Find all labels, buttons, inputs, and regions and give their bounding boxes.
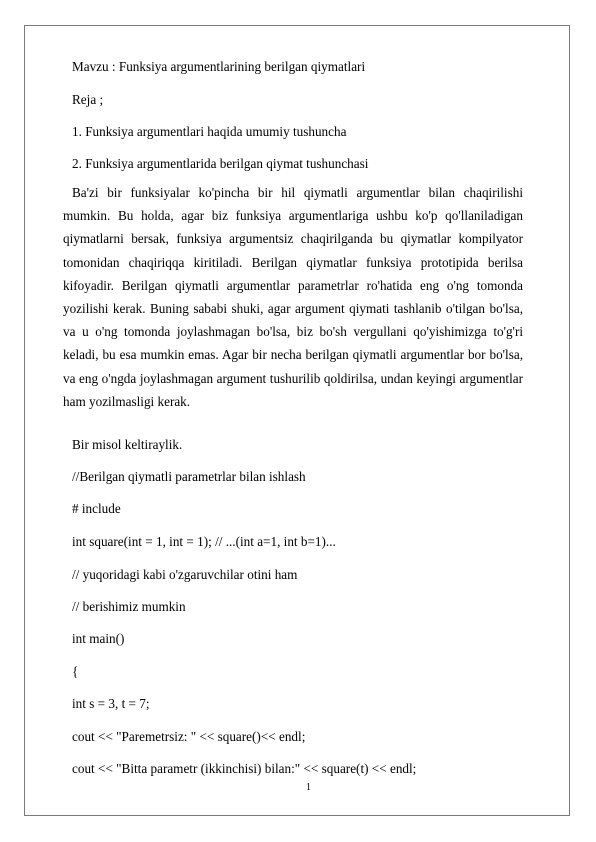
page-number: 1 — [306, 782, 311, 793]
plan-label: Reja ; — [72, 92, 104, 107]
code-line: int square(int = 1, int = 1); // ...(int a=1, int b=1)... — [72, 534, 336, 549]
code-line: # include — [72, 501, 121, 516]
body-paragraph: Ba'zi bir funksiyalar ko'pincha bir hil qiymatli argumentlar bilan chaqirilishi mumkin. Bu holda, agar biz funksiya argumentlariga ushbu ko'p qo'llaniladigan qiymatlarni bersak, funksiya argumentsiz chaqirilganda bu qiymatlar kompilyator tomonidan chaqiriqqa kiritiladi. Berilgan qiymatlar funksiya prototipida berilsa kifoyadir. Berilgan qiymatli argumentlar parametrlar ro'hatida eng o'ng tomonda yozilishi kerak. Buning sababi shuki, agar argument qiymati tashlanib o'tilgan bo'lsa, va u o'ng tomonda joylashmagan bo'lsa, biz bo'sh vergullani qo'yishimizga to'g'ri keladi, bu esa mumkin emas. Agar bir necha berilgan qiymatli argumentlar bor bo'lsa, va eng o'ngda joylashmagan argument tushurilib qoldirilsa, undan keyingi argumentlar ham yozilmasligi kerak. — [63, 185, 523, 409]
code-line: { — [72, 664, 79, 679]
code-line: //Berilgan qiymatli parametrlar bilan ishlash — [72, 469, 306, 484]
example-intro: Bir misol keltiraylik. — [72, 437, 183, 452]
code-line: int main() — [72, 631, 125, 646]
plan-item-1: 1. Funksiya argumentlari haqida umumiy tushuncha — [72, 124, 347, 139]
code-line: // yuqoridagi kabi o'zgaruvchilar otini ham — [72, 567, 298, 582]
plan-item-2: 2. Funksiya argumentlarida berilgan qiymat tushunchasi — [72, 156, 369, 171]
code-line: int s = 3, t = 7; — [72, 696, 150, 711]
page-title: Mavzu : Funksiya argumentlarining berilgan qiymatlari — [72, 59, 366, 74]
code-line: cout << "Bitta parametr (ikkinchisi) bilan:" << square(t) << endl; — [72, 761, 417, 776]
code-line: cout << "Paremetrsiz: " << square()<< endl; — [72, 729, 306, 744]
code-line: // berishimiz mumkin — [72, 599, 186, 614]
